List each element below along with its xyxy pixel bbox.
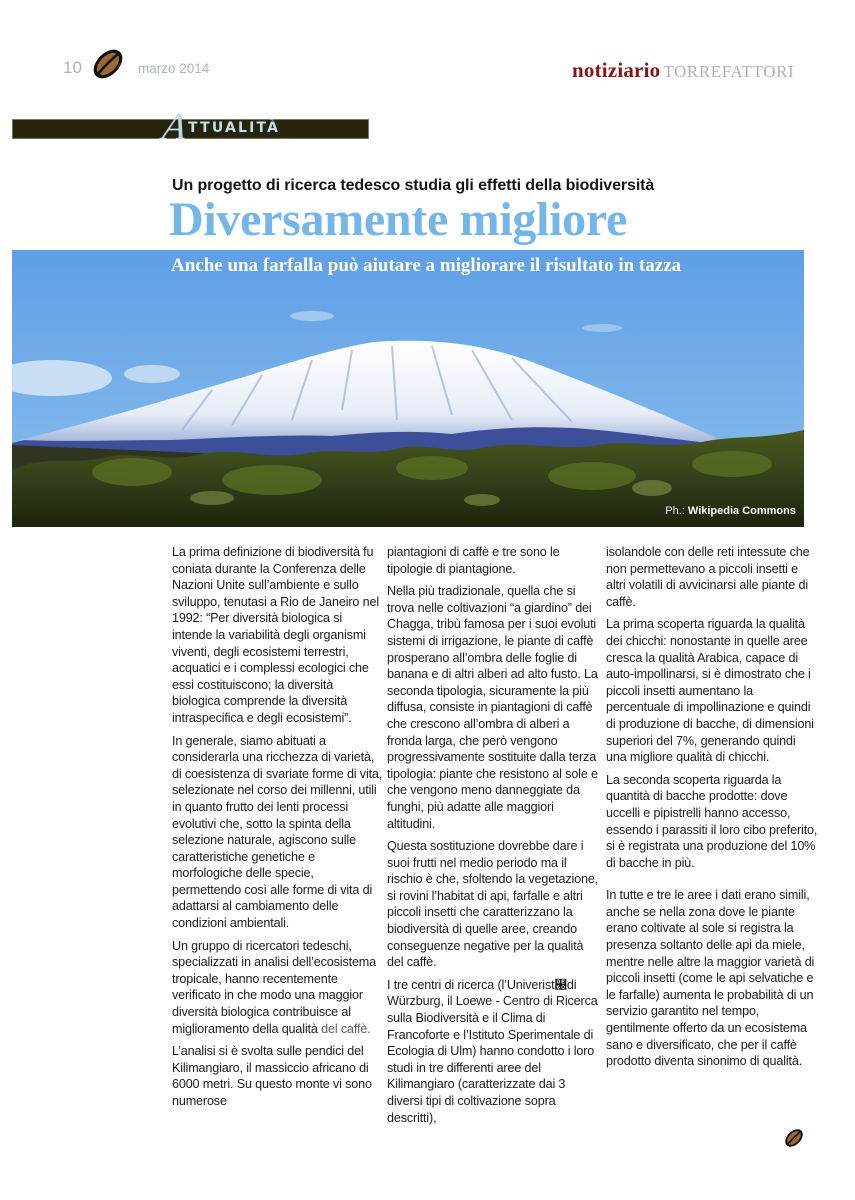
article-deck: Anche una farfalla può aiutare a migliorare il risultato in tazza (171, 255, 682, 276)
paragraph: In generale, siamo abituati a considerarla una ricchezza di varietà, di coesistenza di svariate forme di vita, selezionate nel corso dei millenni, utili in quanto frutto dei lenti processi evolutivi che, sotto la spinta della selezione naturale, agiscono sulle caratteristiche genetiche e morfologiche delle specie, permettendo così alle forme di vita di adattarsi al cambiamento delle condizioni ambientali. (172, 733, 383, 931)
photo-credit-prefix: Ph.: (665, 505, 685, 517)
paragraph-text-muted: del caffè. (321, 1021, 371, 1036)
article-column-2 (387, 544, 599, 1132)
paragraph: Questa sostituzione dovrebbe dare i suoi frutti nel medio periodo ma il rischio è che, sfoltendo la vegetazione, si rovini l’habitat di api, farfalle e altri piccoli insetti che caratterizzano la biodiversità di quelle aree, creando conseguenze negative per la qualità del caffè. (387, 839, 599, 970)
photo-credit-source: Wikipedia Commons (687, 505, 796, 517)
masthead-notiziario: notiziario (572, 58, 661, 82)
paragraph: isolandole con delle reti intessute che non permettevano a piccoli insetti e altri volatili di avvicinarsi alle piante di caffè. (606, 545, 810, 609)
masthead-logo (572, 58, 794, 83)
article-kicker: Un progetto di ricerca tedesco studia gli effetti della biodiversità (172, 177, 655, 194)
paragraph: L’analisi si è svolta sulle pendici del Kilimangiaro, il massiccio africano di 6000 metri. Su questo monte vi sono numerose (172, 1044, 372, 1108)
paragraph: La seconda scoperta riguarda la quantità di bacche prodotte: dove uccelli e pipistrelli hanno accesso, essendo i parassiti il loro cibo preferito, si è registrata una produzione del 10% di bacche in più. (606, 772, 818, 870)
article-headline: Diversamente migliore (169, 193, 627, 246)
paragraph: In tutte e tre le aree i dati erano simili, anche se nella zona dove le piante erano coltivate al sole si registra la presenza soltanto delle api da miele, mentre nelle altre la maggior varietà di piccoli insetti (come le api selvatiche e le farfalle) aumenta le probabilità di un servizio garantito nel tempo, gentilmente offerto da un ecosistema sano e diversificato, che per il caffè prodotto diventa sinonimo di qualità. (606, 888, 815, 1069)
photo-credit (665, 505, 796, 517)
article-column-1 (172, 544, 384, 1116)
paragraph-text: Un gruppo di ricercatori tedeschi, specializzati in analisi dell’ecosistema tropicale, hanno recentemente verificato in che modo una maggior diversità biologica contribuisce al miglioramento della qualità (172, 938, 376, 1036)
section-initial: A (160, 106, 190, 148)
masthead-torrefattori: TORREFATTORI (663, 62, 795, 81)
page-number: 10 (63, 58, 82, 77)
paragraph: piantagioni di caffè e tre sono le tipologie di piantagione. (387, 545, 560, 576)
publication-date: marzo 2014 (138, 61, 210, 76)
section-label: TTUALITÀ (188, 120, 281, 136)
paragraph: La prima definizione di biodiversità fu coniata durante la Conferenza delle Nazioni Unite sull’ambiente e sullo sviluppo, tenutasi a Rio de Janeiro nel 1992: “Per diversità biologica si intende la variabilità degli organismi viventi, degli ecosistemi terrestri, acquatici e i complessi ecologici che essi costituiscono; la diversità biologica comprende la diversità intraspecifica e degli ecosistemi”. (172, 545, 379, 725)
coffee-bean-icon (89, 46, 127, 82)
paragraph: Nella più tradizionale, quella che si trova nelle coltivazioni “a giardino” dei Chagga, tribù famosa per i suoi evoluti sistemi di irrigazione, le piante di caffè prosperano all’ombra delle foglie di banana e di altri alberi ad alto fusto. La seconda tipologia, sicuramente la più diffusa, consiste in piantagioni di caffè che crescono all’ombra di alberi a fronda larga, che però vengono progressivamente sostituite dalla terza tipologia: piante che resistono al sole e che vengono meno danneggiate da funghi, più adatte alle maggiori altitudini. (387, 584, 598, 831)
article-column-3 (606, 544, 818, 1076)
paragraph: I tre centri di ricerca (l’Univerist๠di Würzburg, il Loewe - Centro di Ricerca sulla Biodiversità e il Clima di Francoforte e l’Istituto Sperimentale di Ecologia di Ulm) hanno condotto i loro studi in tre differenti aree del Kilimangiaro (caratterizzate dai 3 diversi tipi di coltivazione sopra descritti), (387, 977, 598, 1125)
hero-photo-kilimanjaro (12, 250, 804, 527)
coffee-bean-end-mark-icon (782, 1127, 806, 1149)
paragraph (172, 938, 384, 1038)
paragraph: La prima scoperta riguarda la qualità dei chicchi: nonostante in quelle aree cresca la qualità Arabica, capace di auto-impollinarsi, si è dimostrato che i piccoli insetti aumentano la percentuale di impollinazione e quindi di produzione di bacche, di dimensioni superiori del 7%, generando quindi una migliore qualità di chicchi. (606, 617, 814, 765)
